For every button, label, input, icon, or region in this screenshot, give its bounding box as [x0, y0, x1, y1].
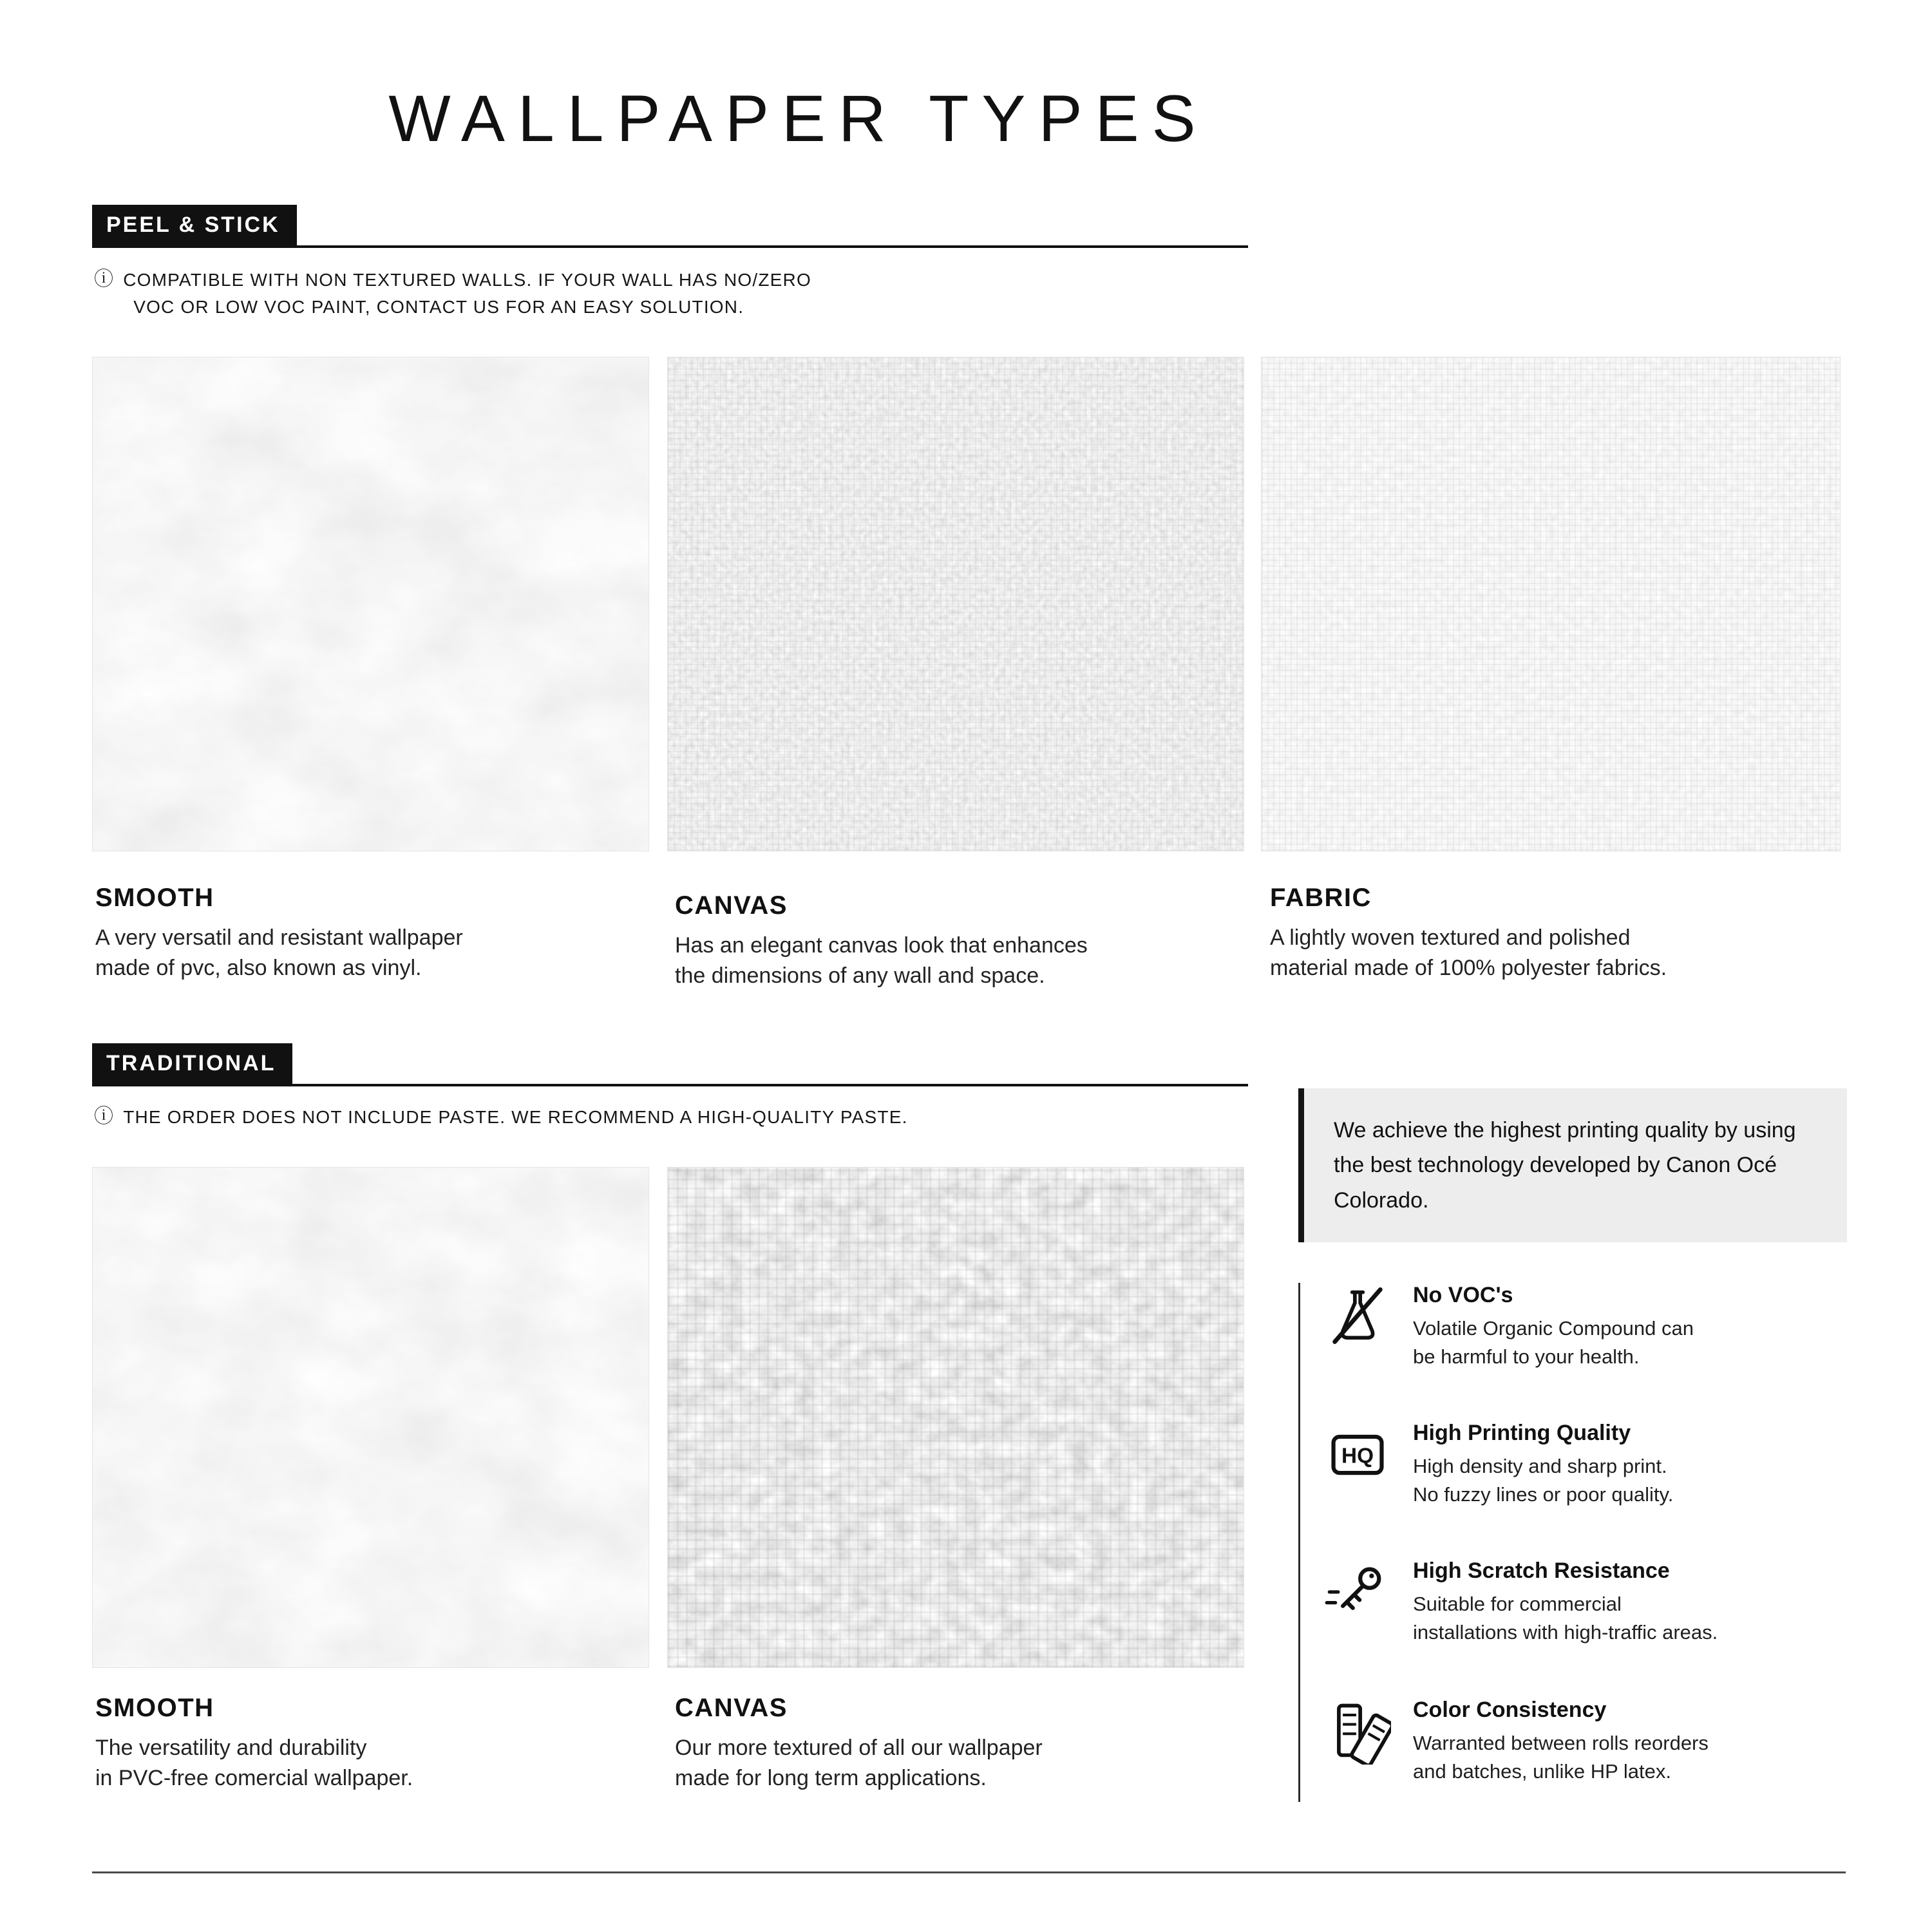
text-line: Volatile Organic Compound can: [1413, 1317, 1694, 1340]
feature-description: [1413, 1729, 1709, 1786]
traditional-badge: TRADITIONAL: [92, 1043, 292, 1084]
swatch-caption-peel-fabric: [1270, 884, 1843, 983]
hq-icon-text: HQ: [1341, 1444, 1374, 1468]
feature-high-scratch-resistance: [1324, 1558, 1862, 1647]
traditional-section-header: [92, 1043, 1248, 1086]
bottom-divider: [92, 1871, 1846, 1873]
text-line: installations with high-traffic areas.: [1413, 1621, 1718, 1644]
text-line: and batches, unlike HP latex.: [1413, 1760, 1671, 1783]
swatch-caption-traditional-smooth: [95, 1694, 649, 1794]
text-line: No fuzzy lines or poor quality.: [1413, 1483, 1674, 1506]
feature-color-consistency: [1324, 1698, 1862, 1786]
texture-image: [668, 357, 1244, 851]
text-line: The versatility and durability: [95, 1736, 367, 1760]
info-icon: ⓘ: [94, 1106, 115, 1127]
feature-text-block: [1413, 1283, 1694, 1371]
feature-title: High Printing Quality: [1413, 1421, 1631, 1445]
text-line: A lightly woven textured and polished: [1270, 925, 1631, 950]
printing-quality-panel: [1298, 1088, 1847, 1242]
swatch-description: [1270, 923, 1843, 983]
swatch-caption-peel-canvas: [675, 891, 1248, 991]
swatch-name: SMOOTH: [95, 884, 214, 912]
texture-swatch-peel-fabric: [1261, 357, 1841, 851]
feature-description: [1413, 1590, 1718, 1647]
text-line: A very versatil and resistant wallpaper: [95, 925, 463, 950]
text-line: Has an elegant canvas look that enhances: [675, 933, 1088, 958]
feature-high-printing-quality: [1324, 1421, 1862, 1509]
feature-title: No VOC's: [1413, 1283, 1513, 1307]
text-line: made for long term applications.: [675, 1765, 987, 1790]
text-line: made of pvc, also known as vinyl.: [95, 955, 422, 980]
texture-swatch-traditional-canvas: [667, 1167, 1244, 1668]
text-line: the dimensions of any wall and space.: [675, 963, 1045, 988]
no-voc-icon: [1324, 1283, 1391, 1350]
info-icon: ⓘ: [94, 269, 115, 290]
swatch-name: FABRIC: [1270, 884, 1372, 912]
scratch-resistance-icon: [1324, 1558, 1391, 1625]
texture-image: [93, 1168, 649, 1667]
feature-description: [1413, 1314, 1694, 1371]
feature-description: [1413, 1452, 1673, 1509]
color-consistency-icon: [1324, 1698, 1391, 1765]
text-line: COMPATIBLE WITH NON TEXTURED WALLS. IF YOUR WALL HAS NO/ZERO: [123, 270, 811, 290]
text-line: High density and sharp print.: [1413, 1455, 1667, 1477]
swatch-caption-peel-smooth: [95, 884, 649, 983]
swatch-description: [675, 1733, 1248, 1794]
feature-title: High Scratch Resistance: [1413, 1558, 1670, 1583]
peel-stick-badge: PEEL & STICK: [92, 205, 297, 245]
swatch-name: CANVAS: [675, 1694, 788, 1722]
texture-image: [1262, 357, 1840, 851]
text-line: in PVC-free comercial wallpaper.: [95, 1765, 413, 1790]
swatch-caption-traditional-canvas: [675, 1694, 1248, 1794]
feature-text-block: [1413, 1421, 1673, 1509]
note-text-block: [123, 267, 811, 321]
peel-stick-note: [94, 267, 811, 321]
text-line: Suitable for commercial: [1413, 1593, 1622, 1615]
traditional-note: [94, 1104, 908, 1131]
texture-swatch-peel-canvas: [667, 357, 1244, 851]
texture-swatch-peel-smooth: [92, 357, 649, 851]
swatch-description: [95, 1733, 649, 1794]
texture-image: [93, 357, 649, 851]
swatch-name: SMOOTH: [95, 1694, 214, 1722]
texture-swatch-traditional-smooth: [92, 1167, 649, 1668]
text-line: material made of 100% polyester fabrics.: [1270, 955, 1667, 980]
hq-icon: [1324, 1421, 1391, 1488]
swatch-description: [95, 923, 649, 983]
feature-text-block: [1413, 1558, 1718, 1647]
page-title: WALLPAPER TYPES: [388, 82, 1209, 155]
feature-title: Color Consistency: [1413, 1698, 1607, 1722]
text-line: Our more textured of all our wallpaper: [675, 1736, 1043, 1760]
features-divider-line: [1298, 1283, 1300, 1802]
quality-text: We achieve the highest printing quality by using the best technology developed by Canon Océ Colorado.: [1334, 1118, 1796, 1213]
note-text-block: [123, 1104, 907, 1131]
feature-no-voc: [1324, 1283, 1862, 1371]
text-line: be harmful to your health.: [1413, 1345, 1640, 1368]
swatch-name: CANVAS: [675, 891, 788, 920]
peel-stick-section-header: [92, 205, 1248, 248]
texture-image: [668, 1168, 1244, 1667]
swatch-description: [675, 931, 1248, 991]
text-line: THE ORDER DOES NOT INCLUDE PASTE. WE RECOMMEND A HIGH-QUALITY PASTE.: [123, 1107, 908, 1127]
text-line: Warranted between rolls reorders: [1413, 1732, 1709, 1754]
text-line: VOC OR LOW VOC PAINT, CONTACT US FOR AN EASY SOLUTION.: [133, 297, 744, 317]
feature-text-block: [1413, 1698, 1709, 1786]
